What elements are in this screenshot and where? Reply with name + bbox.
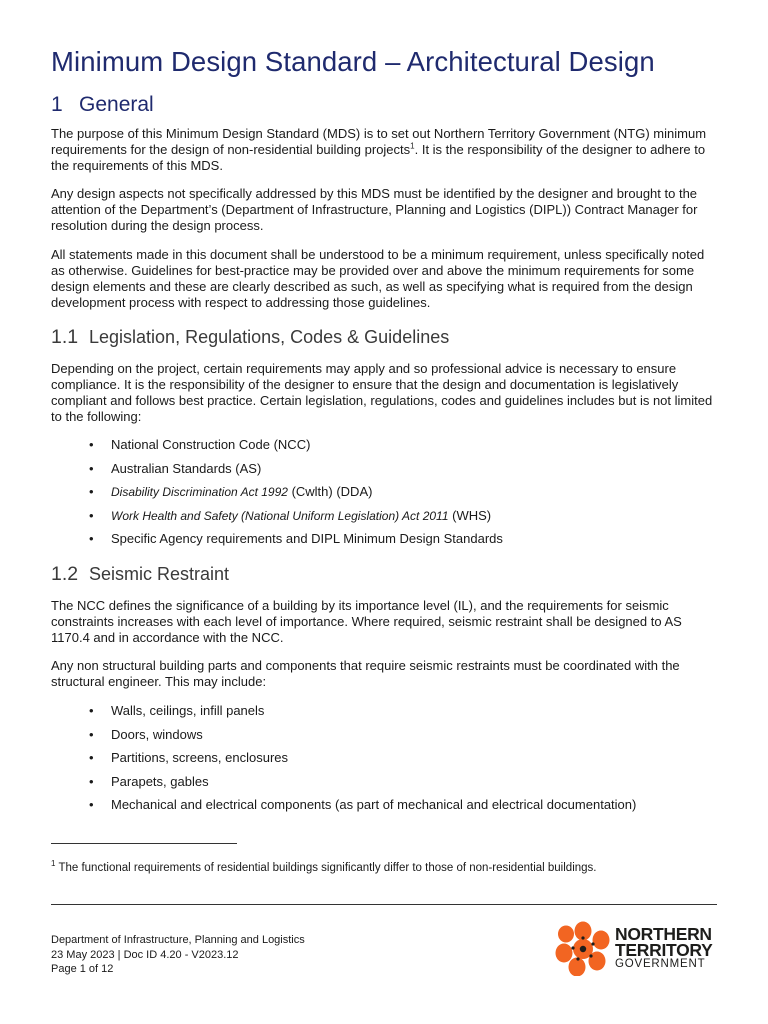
paragraph-text: . It is the responsibility of the designer to adhere to the requirements of this MDS. [51, 142, 706, 173]
section-number: 1.2 [51, 563, 79, 585]
paragraph-text: The purpose of this Minimum Design Standard (MDS) is to set out Northern Territory Government (NTG) minimum requirements for the design of non-residential building projects [51, 126, 707, 157]
list-item-text: (Cwlth) (DDA) [287, 484, 373, 499]
logo-line-3: GOVERNMENT [615, 958, 706, 970]
list-item [51, 508, 503, 532]
list-item: • Doors, windows [51, 727, 636, 751]
logo-wordmark [615, 926, 712, 970]
logo-line-2: TERRITORY [615, 940, 713, 960]
seismic-paragraph-2: Any non structural building parts and components that require seismic restraints must be coordinated with the structural engineer. This may include: [51, 658, 680, 689]
general-paragraph-2: Any design aspects not specifically addressed by this MDS must be identified by the designer and brought to the attention of the Department’s (Department of Infrastructure, Planning and Logistics (DIPL)) Contract Manager for resolution during the design process. [51, 186, 698, 233]
general-paragraph-1 [51, 126, 717, 174]
document-title: Minimum Design Standard – Architectural Design [51, 46, 655, 77]
section-title: Seismic Restraint [89, 564, 230, 584]
act-title: Work Health and Safety (National Uniform Legislation) Act 2011 [111, 508, 449, 523]
footer-doc-id: 23 May 2023 | Doc ID 4.20 - V2023.12 [51, 948, 239, 961]
footnote-marker: 1 [51, 859, 56, 869]
section-1-2-heading [51, 563, 229, 586]
list-item: • Partitions, screens, enclosures [51, 750, 636, 774]
list-item [51, 484, 503, 508]
desert-rose-icon [553, 920, 613, 976]
list-item: • Parapets, gables [51, 774, 636, 798]
section-title: General [79, 93, 154, 116]
seismic-components-list [51, 703, 636, 821]
act-title: Disability Discrimination Act 1992 [111, 485, 288, 499]
section-1-heading [51, 93, 154, 117]
list-item: • Australian Standards (AS) [51, 461, 503, 485]
legislation-list [51, 437, 503, 555]
legislation-paragraph: Depending on the project, certain requirements may apply and so professional advice is necessary to ensure compliance. It is the responsibility of the designer to ensure that the design and documentation is legislatively compliant and follows best practice. Certain legislation, regulations, codes and guidelines includes but is not limited to the following: [51, 361, 713, 424]
list-item: • Walls, ceilings, infill panels [51, 703, 636, 727]
section-number: 1.1 [51, 326, 79, 348]
logo-line-1: NORTHERN [615, 924, 712, 944]
list-item: • Mechanical and electrical components (as part of mechanical and electrical documentation) [51, 797, 636, 821]
section-number: 1 [51, 93, 63, 116]
footnote [51, 859, 597, 874]
footer-department: Department of Infrastructure, Planning and Logistics [51, 934, 305, 946]
page-footer [51, 933, 305, 977]
footnote-reference[interactable]: 1 [410, 141, 415, 151]
list-item-text: (WHS) [448, 507, 492, 523]
footnote-text: The functional requirements of residential buildings significantly differ to those of non-residential buildings. [55, 862, 597, 874]
footer-page-number: Page 1 of 12 [51, 963, 114, 975]
seismic-paragraph-1: The NCC defines the significance of a building by its importance level (IL), and the requirements for seismic constraints increases with each level of importance. Where required, seismic restraint shall be designed to AS 1170.4 and in accordance with the NCC. [51, 598, 682, 645]
list-item: • National Construction Code (NCC) [51, 437, 503, 461]
footnote-divider [51, 843, 237, 844]
section-title: Legislation, Regulations, Codes & Guidelines [89, 327, 450, 347]
nt-government-logo [553, 920, 719, 976]
list-item: • Specific Agency requirements and DIPL Minimum Design Standards [51, 531, 503, 555]
section-1-1-heading [51, 326, 449, 349]
footer-divider [51, 904, 717, 905]
general-paragraph-3: All statements made in this document shall be understood to be a minimum requirement, unless specifically noted as otherwise. Guidelines for best-practice may be provided over and above the minimum requirements for some design elements and these are clearly described as such, as well as specifying what is required from the design development process with respect to addressing those guidelines. [51, 247, 705, 310]
